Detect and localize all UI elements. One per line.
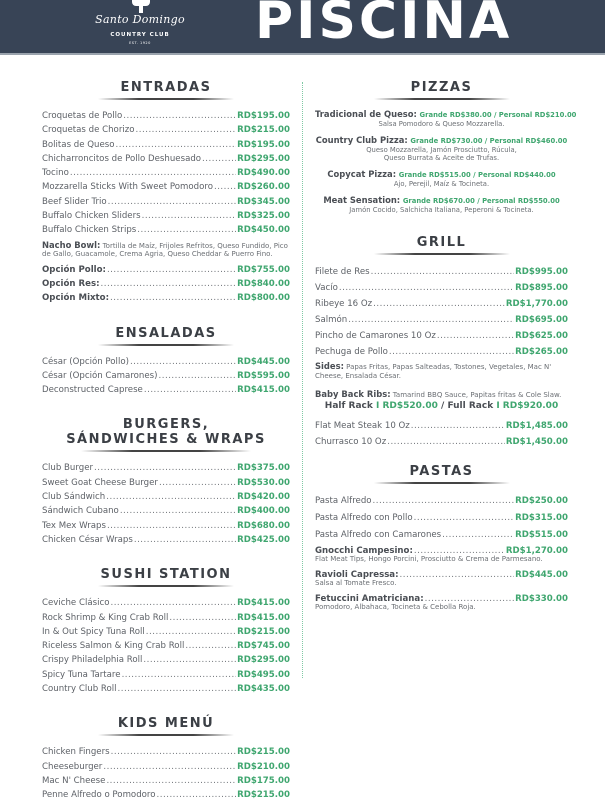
dot-leader bbox=[146, 625, 236, 639]
section-title: GRILL bbox=[416, 235, 467, 250]
menu-item bbox=[315, 296, 568, 312]
menu-item bbox=[42, 195, 290, 209]
section-rule bbox=[98, 344, 234, 346]
dot-leader bbox=[214, 180, 236, 194]
menu-item bbox=[42, 109, 290, 123]
rack-separator: / bbox=[441, 401, 445, 411]
dot-leader bbox=[94, 461, 236, 475]
section-title: ENTRADAS bbox=[120, 80, 212, 95]
section-ensaladas bbox=[42, 324, 290, 398]
right-column bbox=[315, 78, 577, 615]
column-divider bbox=[302, 82, 303, 678]
menu-item-price: RD$210.00 bbox=[237, 761, 290, 772]
section-kids bbox=[42, 714, 290, 802]
menu-item bbox=[315, 328, 568, 344]
menu-item bbox=[315, 264, 568, 280]
dot-leader bbox=[107, 263, 236, 277]
section-burgers bbox=[42, 415, 290, 547]
menu-item-price: RD$415.00 bbox=[237, 598, 290, 609]
menu-item-list bbox=[315, 493, 568, 544]
menu-item-price: RD$530.00 bbox=[237, 477, 290, 488]
menu-item-price: RD$215.00 bbox=[237, 790, 290, 801]
ribs-text: Tamarind BBQ Sauce, Papitas fritas & Cole Slaw. bbox=[392, 391, 562, 399]
pizza-description: Jamón Cocido, Salchicha Italiana, Peperoni & Tocineta. bbox=[349, 206, 534, 214]
ribs-prices bbox=[315, 400, 568, 412]
menu-item-price: RD$420.00 bbox=[237, 492, 290, 503]
menu-item bbox=[42, 490, 290, 504]
menu-item bbox=[42, 596, 290, 610]
menu-item bbox=[42, 123, 290, 137]
section-pastas bbox=[315, 462, 568, 611]
dot-leader bbox=[110, 291, 236, 305]
menu-item-name: Chicken César Wraps bbox=[42, 534, 133, 545]
menu-item-name: Pasta Alfredo bbox=[315, 496, 372, 506]
menu-item-name: Croquetas de Pollo bbox=[42, 111, 123, 121]
menu-item bbox=[42, 152, 290, 166]
nacho-bowl-description bbox=[42, 241, 290, 259]
menu-item-name: Salmón bbox=[315, 315, 348, 325]
dot-leader bbox=[400, 568, 515, 582]
dot-leader bbox=[169, 611, 236, 625]
pizza-prices: Grande RD$515.00 / Personal RD$440.00 bbox=[398, 171, 556, 179]
pasta-specials bbox=[315, 544, 568, 611]
menu-item-list bbox=[42, 461, 290, 547]
menu-item-price: RD$495.00 bbox=[237, 669, 290, 680]
menu-item-name: Pasta Alfredo con Camarones bbox=[315, 530, 442, 540]
menu-item bbox=[42, 138, 290, 152]
pizza-description: Salsa Pomodoro & Queso Mozzarella. bbox=[378, 120, 505, 128]
ribs-label: Baby Back Ribs: bbox=[315, 389, 391, 399]
menu-item-price: RD$1,450.00 bbox=[505, 437, 568, 447]
nacho-bowl-desc: Tortilla de Maíz, Frijoles Refritos, Queso Fundido, Pico de Gallo, Guacamole, Crema Agria, Queso Cheddar & Puerro Fino. bbox=[42, 241, 288, 259]
menu-item-name: Flat Meat Steak 10 Oz bbox=[315, 421, 410, 431]
menu-item bbox=[42, 209, 290, 223]
menu-item bbox=[42, 639, 290, 653]
pizza-item bbox=[315, 135, 568, 162]
menu-item-name: Cheeseburger bbox=[42, 761, 103, 772]
pizza-prices: Grande RD$380.00 / Personal RD$210.00 bbox=[419, 111, 577, 119]
dot-leader bbox=[202, 152, 236, 166]
menu-item-price: RD$995.00 bbox=[515, 267, 568, 277]
menu-item bbox=[42, 476, 290, 490]
menu-item-price: RD$1,485.00 bbox=[505, 421, 568, 431]
section-pizzas bbox=[315, 78, 577, 214]
menu-item-price: RD$265.00 bbox=[515, 347, 568, 357]
menu-item-name: Pincho de Camarones 10 Oz bbox=[315, 331, 436, 341]
header-banner bbox=[0, 0, 605, 55]
logo-script: Santo Domingo bbox=[95, 13, 185, 26]
section-entradas bbox=[42, 78, 290, 306]
menu-item-description: Salsa al Tomate Fresco. bbox=[315, 579, 397, 588]
dot-leader bbox=[373, 296, 505, 312]
dot-leader bbox=[134, 533, 236, 547]
menu-item bbox=[42, 369, 290, 383]
pizza-description-line2: Queso Burrata & Aceite de Trufas. bbox=[383, 154, 500, 162]
menu-item-name: Pasta Alfredo con Pollo bbox=[315, 513, 413, 523]
menu-item-description: Flat Meat Tips, Hongo Porcini, Prosciutto & Crema de Parmesano. bbox=[315, 555, 543, 564]
menu-item-price: RD$175.00 bbox=[237, 775, 290, 786]
menu-item-name: Buffalo Chicken Sliders bbox=[42, 211, 141, 222]
menu-item-price: RD$215.00 bbox=[237, 747, 290, 758]
menu-item-price: RD$345.00 bbox=[237, 196, 290, 207]
menu-item-name: Tocino bbox=[42, 168, 69, 179]
menu-item-name: Opción Mixto: bbox=[42, 293, 110, 304]
menu-item-name: Opción Res: bbox=[42, 278, 100, 289]
menu-item-name: Rock Shrimp & King Crab Roll bbox=[42, 612, 169, 623]
dot-leader bbox=[348, 312, 514, 328]
menu-item bbox=[42, 788, 290, 802]
section-rule bbox=[98, 585, 234, 587]
menu-item-name: Fetuccini Amatriciana: bbox=[315, 593, 424, 604]
grill-sides bbox=[315, 362, 568, 380]
section-title: ENSALADAS bbox=[115, 325, 217, 341]
dot-leader bbox=[159, 476, 236, 490]
menu-item bbox=[42, 668, 290, 682]
menu-item bbox=[42, 774, 290, 788]
section-sushi bbox=[42, 565, 290, 696]
menu-item-name: Penne Alfredo o Pomodoro bbox=[42, 790, 156, 801]
pizza-prices: Grande RD$730.00 / Personal RD$460.00 bbox=[410, 137, 568, 145]
menu-item-name: Ceviche Clásico bbox=[42, 598, 110, 609]
menu-item-list bbox=[42, 745, 290, 802]
section-rule bbox=[98, 734, 234, 736]
full-rack-label: Full Rack bbox=[447, 401, 494, 411]
menu-item-name: Riceless Salmon & King Crab Roll bbox=[42, 641, 185, 652]
menu-item-price: RD$375.00 bbox=[237, 463, 290, 474]
menu-item-price: RD$195.00 bbox=[237, 139, 290, 150]
menu-item bbox=[42, 611, 290, 625]
menu-item bbox=[42, 745, 290, 759]
menu-item-price: RD$695.00 bbox=[515, 315, 568, 325]
full-rack-price: I RD$920.00 bbox=[496, 401, 559, 411]
section-title-line1: BURGERS, bbox=[122, 417, 210, 433]
menu-item-price: RD$680.00 bbox=[237, 520, 290, 531]
dot-leader bbox=[414, 510, 514, 527]
dot-leader bbox=[110, 596, 236, 610]
menu-item-name: Chicken Fingers bbox=[42, 747, 110, 758]
menu-item-name: Mozzarella Sticks With Sweet Pomodoro bbox=[42, 182, 213, 193]
tree-icon bbox=[132, 0, 150, 12]
dot-leader bbox=[185, 639, 236, 653]
pizza-name: Tradicional de Queso: bbox=[315, 109, 417, 119]
dot-leader bbox=[339, 280, 514, 296]
menu-item bbox=[42, 355, 290, 369]
dot-leader bbox=[103, 760, 236, 774]
dot-leader bbox=[106, 774, 236, 788]
menu-item-price: RD$450.00 bbox=[237, 225, 290, 236]
pasta-special bbox=[315, 544, 568, 564]
menu-item bbox=[42, 277, 290, 291]
menu-item-name: Spicy Tuna Tartare bbox=[42, 669, 121, 680]
menu-item bbox=[42, 166, 290, 180]
section-rule bbox=[374, 253, 510, 255]
club-logo bbox=[90, 0, 190, 50]
menu-item-list bbox=[42, 355, 290, 398]
menu-item-price: RD$195.00 bbox=[237, 111, 290, 121]
page-title: PISCINA bbox=[255, 0, 513, 51]
pizza-item bbox=[315, 195, 568, 214]
menu-item-name: Beef Slider Trio bbox=[42, 196, 107, 207]
dot-leader bbox=[115, 138, 236, 152]
menu-item-name: Bolitas de Queso bbox=[42, 139, 115, 150]
dot-leader bbox=[120, 504, 236, 518]
menu-item-price: RD$400.00 bbox=[237, 506, 290, 517]
menu-item-name: Crispy Philadelphia Roll bbox=[42, 655, 143, 666]
menu-item-list bbox=[42, 263, 290, 306]
menu-item-price: RD$215.00 bbox=[237, 125, 290, 136]
menu-item-name: Buffalo Chicken Strips bbox=[42, 225, 137, 236]
dot-leader bbox=[130, 355, 236, 369]
menu-item-price: RD$840.00 bbox=[237, 278, 290, 289]
menu-item-name: César (Opción Pollo) bbox=[42, 356, 129, 367]
menu-item bbox=[42, 504, 290, 518]
menu-item bbox=[315, 527, 568, 544]
dot-leader bbox=[106, 490, 236, 504]
menu-item bbox=[315, 418, 568, 434]
menu-item-name: Churrasco 10 Oz bbox=[315, 437, 387, 447]
menu-item-list bbox=[42, 596, 290, 696]
pizza-description: Ajo, Perejil, Maíz & Tocineta. bbox=[393, 180, 490, 188]
dot-leader bbox=[387, 434, 505, 450]
menu-item-price: RD$445.00 bbox=[237, 356, 290, 367]
menu-item-price: RD$325.00 bbox=[237, 211, 290, 222]
logo-club-name: COUNTRY CLUB bbox=[110, 32, 170, 38]
menu-item-price: RD$250.00 bbox=[515, 496, 568, 506]
menu-item bbox=[42, 263, 290, 277]
menu-item bbox=[42, 383, 290, 397]
menu-item-price: RD$315.00 bbox=[515, 513, 568, 523]
menu-item-price: RD$625.00 bbox=[515, 331, 568, 341]
section-rule bbox=[98, 98, 234, 100]
menu-item-name: Mac N' Cheese bbox=[42, 775, 106, 786]
menu-item bbox=[42, 625, 290, 639]
menu-item-name: Sándwich Cubano bbox=[42, 506, 119, 517]
section-rule bbox=[374, 98, 510, 100]
menu-item bbox=[315, 280, 568, 296]
dot-leader bbox=[123, 109, 236, 123]
dot-leader bbox=[442, 527, 514, 544]
pizza-item bbox=[315, 109, 577, 128]
dot-leader bbox=[159, 369, 237, 383]
menu-item-price: RD$415.00 bbox=[237, 385, 290, 396]
menu-item-price: RD$895.00 bbox=[515, 283, 568, 293]
menu-item-name: Croquetas de Chorizo bbox=[42, 125, 135, 136]
half-rack-label: Half Rack bbox=[324, 401, 373, 411]
menu-item-name: Country Club Roll bbox=[42, 684, 117, 695]
menu-item-name: Filete de Res bbox=[315, 267, 370, 277]
section-title: PASTAS bbox=[409, 464, 474, 479]
menu-item bbox=[42, 519, 290, 533]
menu-item-list bbox=[42, 109, 290, 238]
section-grill bbox=[315, 233, 568, 450]
menu-item bbox=[42, 760, 290, 774]
menu-item bbox=[315, 510, 568, 527]
pizza-item bbox=[315, 169, 568, 188]
menu-item bbox=[42, 461, 290, 475]
menu-item-list bbox=[315, 264, 568, 360]
menu-item bbox=[42, 653, 290, 667]
menu-item-price: RD$490.00 bbox=[237, 168, 290, 179]
menu-item-name: Tex Mex Wraps bbox=[42, 520, 106, 531]
menu-item bbox=[42, 223, 290, 237]
menu-item-price: RD$260.00 bbox=[237, 182, 290, 193]
menu-item-name: Vacío bbox=[315, 283, 338, 293]
menu-item bbox=[42, 180, 290, 194]
pizza-name: Copycat Pizza: bbox=[327, 169, 397, 179]
menu-item-price: RD$800.00 bbox=[237, 293, 290, 304]
pizza-description: Queso Mozzarella, Jamón Prosciutto, Rúcula, bbox=[366, 146, 517, 154]
menu-item-price: RD$595.00 bbox=[237, 370, 290, 381]
menu-item-price: RD$295.00 bbox=[237, 655, 290, 666]
menu-item-name: Chicharroncitos de Pollo Deshuesado bbox=[42, 153, 202, 164]
pizza-prices: Grande RD$670.00 / Personal RD$550.00 bbox=[402, 197, 560, 205]
menu-item-price: RD$415.00 bbox=[237, 612, 290, 623]
menu-item bbox=[315, 312, 568, 328]
menu-item bbox=[42, 682, 290, 696]
dot-leader bbox=[157, 788, 237, 802]
menu-item-price: RD$1,270.00 bbox=[505, 546, 568, 556]
menu-item-price: RD$215.00 bbox=[237, 626, 290, 637]
pasta-special bbox=[315, 568, 568, 588]
dot-leader bbox=[373, 493, 515, 510]
menu-item bbox=[315, 493, 568, 510]
menu-item-price: RD$425.00 bbox=[237, 534, 290, 545]
menu-item bbox=[42, 533, 290, 547]
menu-item-name: Deconstructed Caprese bbox=[42, 385, 143, 396]
dot-leader bbox=[389, 344, 514, 360]
dot-leader bbox=[122, 668, 237, 682]
dot-leader bbox=[136, 123, 237, 137]
dot-leader bbox=[142, 209, 237, 223]
dot-leader bbox=[437, 328, 514, 344]
menu-item-price: RD$295.00 bbox=[237, 153, 290, 164]
section-title: KIDS MENÚ bbox=[117, 716, 215, 732]
menu-item-name: Pechuga de Pollo bbox=[315, 347, 388, 357]
menu-item-name: Club Burger bbox=[42, 463, 94, 474]
menu-item-price: RD$745.00 bbox=[237, 641, 290, 652]
section-rule bbox=[81, 450, 251, 452]
dot-leader bbox=[108, 195, 236, 209]
menu-item-description: Pomodoro, Albahaca, Tocineta & Cebolla Roja. bbox=[315, 602, 476, 611]
menu-item bbox=[315, 344, 568, 360]
menu-item-price: RD$435.00 bbox=[237, 684, 290, 695]
dot-leader bbox=[137, 223, 236, 237]
menu-item bbox=[42, 291, 290, 305]
menu-item-price: RD$1,770.00 bbox=[505, 299, 568, 309]
dot-leader bbox=[143, 653, 236, 667]
dot-leader bbox=[70, 166, 236, 180]
dot-leader bbox=[144, 383, 236, 397]
pizza-list bbox=[315, 109, 577, 214]
dot-leader bbox=[101, 277, 237, 291]
menu-item-price: RD$755.00 bbox=[237, 264, 290, 275]
section-title-line2: SÁNDWICHES & WRAPS bbox=[66, 432, 266, 448]
menu-item-price: RD$330.00 bbox=[515, 593, 568, 604]
dot-leader bbox=[111, 745, 236, 759]
section-title: SUSHI STATION bbox=[100, 567, 232, 583]
dot-leader bbox=[118, 682, 237, 696]
menu-item-price: RD$515.00 bbox=[515, 530, 568, 540]
sides-text: Papas Fritas, Papas Salteadas, Tostones, Vegetales, Mac N' Cheese, Ensalada César. bbox=[315, 363, 552, 380]
pizza-name: Meat Sensation: bbox=[323, 195, 401, 205]
menu-item-name: Club Sándwich bbox=[42, 492, 106, 503]
section-rule bbox=[374, 482, 510, 484]
menu-item-price: RD$445.00 bbox=[515, 569, 568, 580]
menu-item-name: Ribeye 16 Oz bbox=[315, 299, 373, 309]
menu-item-name: Ravioli Capressa: bbox=[315, 569, 399, 580]
menu-item-name: César (Opción Camarones) bbox=[42, 370, 158, 381]
menu-item bbox=[315, 434, 568, 450]
logo-est: EST. 1920 bbox=[129, 41, 151, 45]
section-title: PIZZAS bbox=[410, 80, 473, 95]
menu-item-name: In & Out Spicy Tuna Roll bbox=[42, 626, 145, 637]
half-rack-price: I RD$520.00 bbox=[376, 401, 438, 411]
menu-item-name: Gnocchi Campesino: bbox=[315, 546, 413, 556]
dot-leader bbox=[107, 519, 236, 533]
menu-item-name: Sweet Goat Cheese Burger bbox=[42, 477, 158, 488]
baby-back-ribs bbox=[315, 390, 568, 400]
sides-label: Sides: bbox=[315, 361, 344, 371]
menu-item-name: Opción Pollo: bbox=[42, 264, 106, 275]
left-column bbox=[42, 78, 290, 803]
nacho-bowl-name: Nacho Bowl: bbox=[42, 239, 101, 250]
dot-leader bbox=[411, 418, 505, 434]
menu-item-list bbox=[315, 418, 568, 450]
pasta-special bbox=[315, 592, 568, 612]
pizza-name: Country Club Pizza: bbox=[315, 135, 408, 145]
dot-leader bbox=[371, 264, 515, 280]
